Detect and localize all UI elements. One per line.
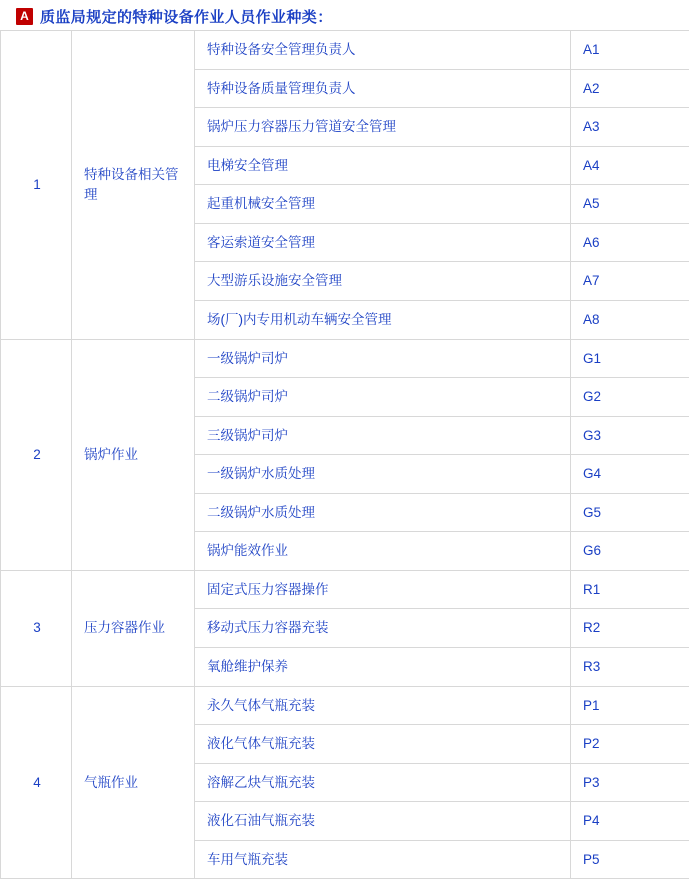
- job-code-cell: A5: [571, 185, 689, 224]
- job-type-cell: 特种设备质量管理负责人: [195, 69, 571, 108]
- job-code-cell: A3: [571, 108, 689, 147]
- job-code-cell: A1: [571, 31, 689, 70]
- job-code-cell: G5: [571, 493, 689, 532]
- job-code-cell: G3: [571, 416, 689, 455]
- group-category-cell: 锅炉作业: [72, 339, 195, 570]
- table-row: [1, 570, 689, 609]
- job-code-cell: A6: [571, 223, 689, 262]
- job-code-cell: P3: [571, 763, 689, 802]
- job-type-cell: 移动式压力容器充装: [195, 609, 571, 648]
- job-code-cell: G1: [571, 339, 689, 378]
- group-number-cell: 1: [1, 31, 72, 340]
- job-type-cell: 起重机械安全管理: [195, 185, 571, 224]
- group-category-cell: 特种设备相关管理: [72, 31, 195, 340]
- job-code-cell: G4: [571, 455, 689, 494]
- job-type-cell: 三级锅炉司炉: [195, 416, 571, 455]
- job-type-cell: 永久气体气瓶充装: [195, 686, 571, 725]
- group-category-cell: 气瓶作业: [72, 686, 195, 879]
- job-type-cell: 车用气瓶充装: [195, 840, 571, 879]
- job-code-cell: P5: [571, 840, 689, 879]
- job-type-cell: 特种设备安全管理负责人: [195, 31, 571, 70]
- group-number-cell: 3: [1, 570, 72, 686]
- job-type-cell: 液化气体气瓶充装: [195, 725, 571, 764]
- table-row: [1, 31, 689, 70]
- document-title-row: [0, 0, 689, 30]
- job-type-cell: 锅炉能效作业: [195, 532, 571, 571]
- job-code-cell: A2: [571, 69, 689, 108]
- section-badge: A: [16, 8, 33, 25]
- job-code-cell: P1: [571, 686, 689, 725]
- job-type-cell: 场(厂)内专用机动车辆安全管理: [195, 300, 571, 339]
- job-code-cell: R3: [571, 648, 689, 687]
- page-title: 质监局规定的特种设备作业人员作业种类：: [40, 6, 333, 27]
- job-type-cell: 客运索道安全管理: [195, 223, 571, 262]
- job-type-cell: 二级锅炉水质处理: [195, 493, 571, 532]
- job-type-cell: 电梯安全管理: [195, 146, 571, 185]
- job-type-cell: 锅炉压力容器压力管道安全管理: [195, 108, 571, 147]
- job-code-cell: P4: [571, 802, 689, 841]
- job-code-cell: R2: [571, 609, 689, 648]
- job-type-cell: 大型游乐设施安全管理: [195, 262, 571, 301]
- group-number-cell: 4: [1, 686, 72, 879]
- job-type-cell: 一级锅炉司炉: [195, 339, 571, 378]
- job-code-cell: P2: [571, 725, 689, 764]
- table-row: [1, 686, 689, 725]
- job-type-cell: 液化石油气瓶充装: [195, 802, 571, 841]
- special-equipment-table: [0, 30, 689, 879]
- job-code-cell: A4: [571, 146, 689, 185]
- group-category-cell: 压力容器作业: [72, 570, 195, 686]
- job-code-cell: G6: [571, 532, 689, 571]
- job-type-cell: 溶解乙炔气瓶充装: [195, 763, 571, 802]
- job-type-cell: 一级锅炉水质处理: [195, 455, 571, 494]
- table-body: [1, 31, 689, 879]
- job-code-cell: A7: [571, 262, 689, 301]
- job-type-cell: 氧舱维护保养: [195, 648, 571, 687]
- job-code-cell: A8: [571, 300, 689, 339]
- job-code-cell: G2: [571, 378, 689, 417]
- job-code-cell: R1: [571, 570, 689, 609]
- group-number-cell: 2: [1, 339, 72, 570]
- job-type-cell: 二级锅炉司炉: [195, 378, 571, 417]
- job-type-cell: 固定式压力容器操作: [195, 570, 571, 609]
- table-row: [1, 339, 689, 378]
